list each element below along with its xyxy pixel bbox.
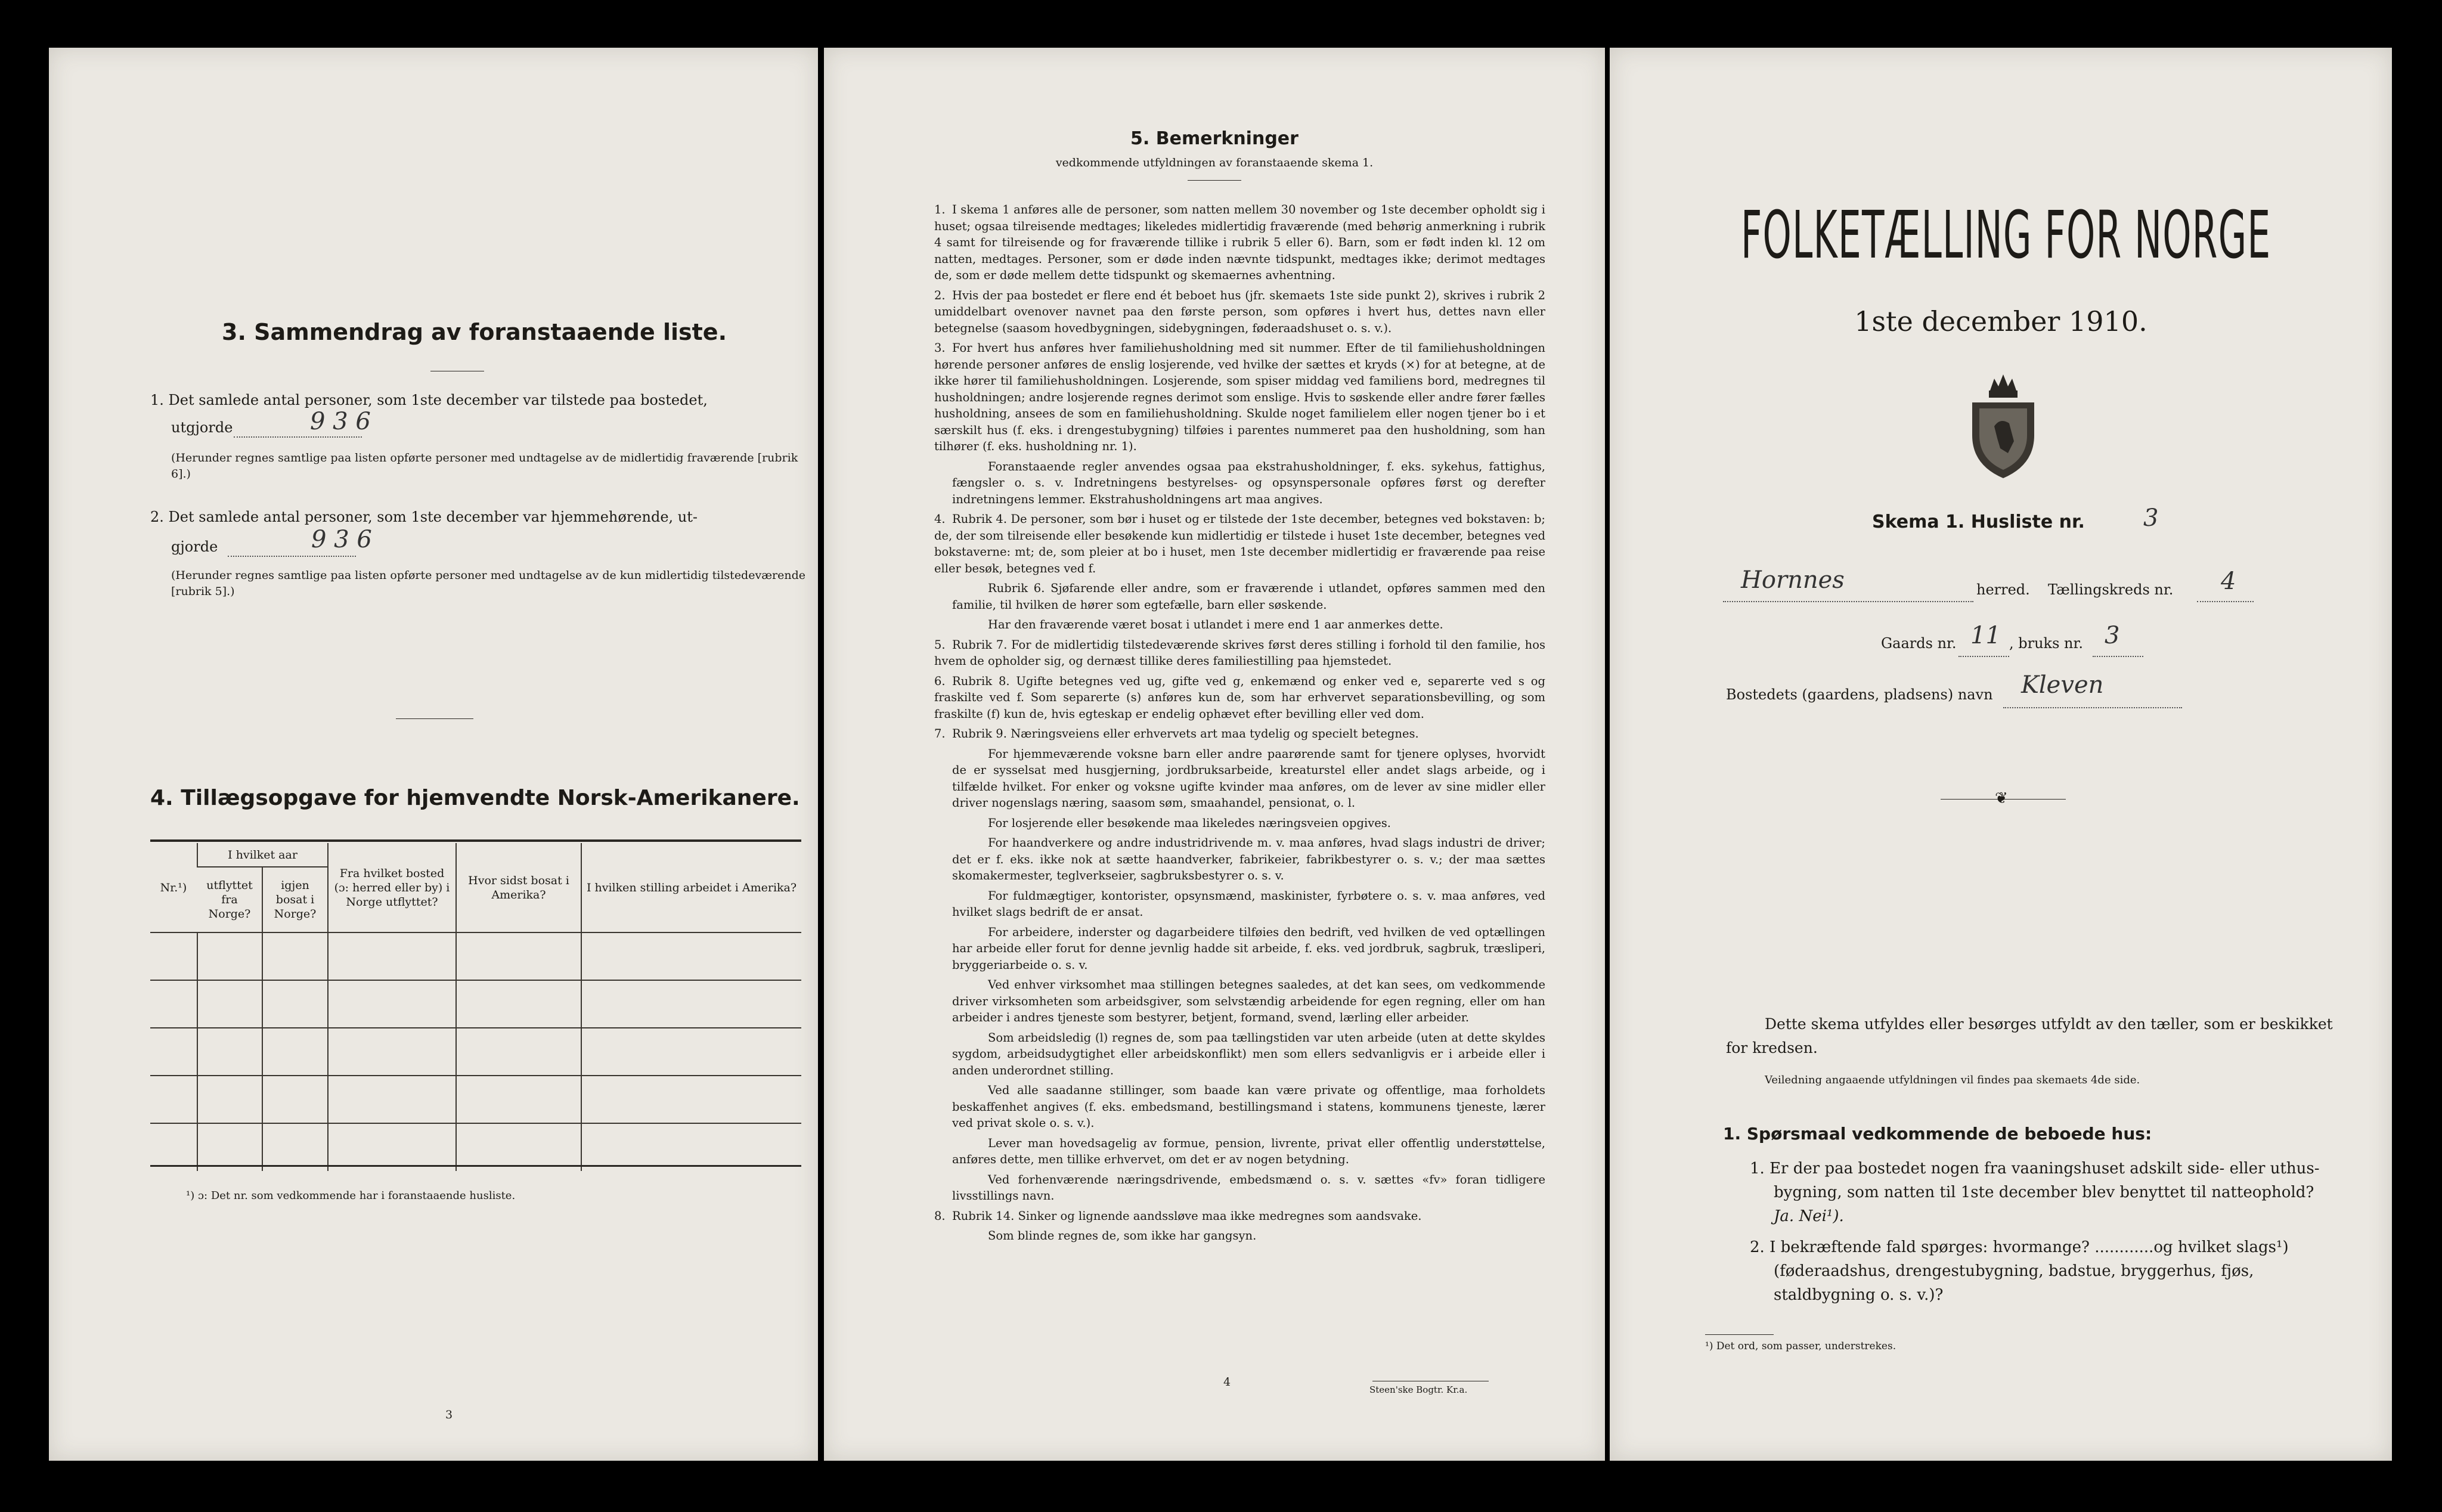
note-text: Ved enhver virksomhet maa stillingen betegnes saaledes, at det kan sees, om vedkommende driver virksomheten som arbeidsgiver, som selvstændig arbeidende for egen regning, eller om han arbeider i andres tjeneste som bestyrer, betjent, formand, svend, lærling eller arbeider.: [952, 978, 1545, 1024]
divider: [396, 718, 473, 719]
notes-title: 5. Bemerkninger: [1130, 128, 1299, 149]
note-text: Som blinde regnes de, som ikke har gangsyn.: [988, 1229, 1257, 1243]
note-paragraph: [934, 835, 1545, 884]
note-text: Har den fraværende været bosat i utlandet i mere end 1 aar anmerkes dette.: [988, 618, 1443, 631]
coat-of-arms-icon: [1967, 370, 2039, 480]
question-1-answer: Ja. Nei¹).: [1774, 1207, 1844, 1225]
note-number: 4.: [934, 512, 946, 526]
note-number: 6.: [934, 674, 946, 688]
table-row: [150, 980, 801, 1028]
kreds-label: Tællingskreds nr.: [2048, 581, 2174, 598]
gaards-label: Gaards nr.: [1881, 635, 1957, 652]
item1-text: 1. Det samlede antal personer, som 1ste december var tilstede paa bostedet,: [150, 392, 708, 408]
note-paragraph: [934, 673, 1545, 723]
table-row: [150, 1028, 801, 1076]
note-paragraph: [934, 888, 1545, 921]
section3-title: 3. Sammendrag av foranstaaende liste.: [222, 319, 727, 345]
col-work-header: I hvilken stilling arbeidet i Amerika?: [581, 843, 801, 932]
bosted-value: Kleven: [2021, 671, 2104, 699]
item1-note: (Herunder regnes samtlige paa listen opførte personer med undtagelse av de midlertidig fraværende [rubrik 6].): [171, 451, 798, 481]
item1-label: utgjorde: [171, 419, 233, 436]
note-paragraph: [934, 616, 1545, 633]
note-text: Ved forhenværende næringsdrivende, embedsmænd o. s. v. sættes «fv» foran tidligere livsstillings navn.: [952, 1172, 1545, 1203]
note-paragraph: [934, 977, 1545, 1026]
note-number: 2.: [934, 288, 946, 302]
question-1-text: 1. Er der paa bostedet nogen fra vaaningshuset adskilt side- eller uthus-bygning, som natten til 1ste december blev benyttet til natteophold?: [1750, 1160, 2320, 1201]
herred-value: Hornnes: [1741, 566, 1845, 594]
note-paragraph: [934, 1082, 1545, 1132]
bruks-label: , bruks nr.: [2009, 635, 2083, 652]
middle-page: [824, 48, 1605, 1461]
item1-value: 9 3 6: [310, 408, 371, 435]
note-text: Rubrik 14. Sinker og lignende aandssløve maa ikke medregnes som aandsvake.: [952, 1209, 1422, 1223]
note-paragraph: [934, 202, 1545, 284]
note-paragraph: [934, 924, 1545, 974]
note-text: For arbeidere, inderster og dagarbeidere tilføies den bedrift, ved hvilken de ved optællingen har arbeide eller forut for denne jevnlig hadde sit arbeide, f. eks. ved jordbruk, sagbruk, træsliperi, bryggeriarbeide o. s. v.: [952, 925, 1545, 972]
question-1: [1750, 1157, 2334, 1228]
kreds-value: 4: [2221, 568, 2236, 595]
ornament-icon: ❦: [1995, 789, 2008, 807]
col-america-header: Hvor sidst bosat i Amerika?: [456, 843, 581, 932]
divider: [1705, 1334, 1774, 1335]
note-text: Foranstaaende regler anvendes ogsaa paa ekstrahusholdninger, f. eks. sykehus, fattighus, fængsler o. s. v. Indretningens bestyrelses- og opsynspersonale opføres først og derefter indretningens lemmer. Ekstrahusholdningens art maa angives.: [952, 459, 1545, 506]
note-paragraph: [934, 1135, 1545, 1168]
table-bottom-rule: [150, 1165, 801, 1167]
questions-title: 1. Spørsmaal vedkommende de beboede hus:: [1723, 1124, 2152, 1144]
note-paragraph: [934, 511, 1545, 577]
left-page: [49, 48, 818, 1461]
col-nr-header: Nr.¹): [150, 843, 197, 932]
section4-title: 4. Tillægsopgave for hjemvendte Norsk-Amerikanere.: [150, 786, 800, 810]
form-title: FOLKETÆLLING FOR NORGE: [1741, 197, 2271, 273]
note-text: I skema 1 anføres alle de personer, som natten mellem 30 november og 1ste december opholdt sig i huset; ogsaa tilreisende medtages; likeledes midlertidig fraværende (med behørig anmerkning i rubrik 4 samt for tilreisende og for fraværende tillike i rubrik 5 eller 6). Barn, som er født inden kl. 12 om natten, medtages. Personer, som er døde inden nævnte tidspunkt, medtages ikke; derimot medtages de, som er døde mellem dette tidspunkt og skemaernes avhentning.: [934, 203, 1545, 282]
note-text: Rubrik 4. De personer, som bør i huset og er tilstede der 1ste december, betegnes ved bokstaven: b; de, der som tilreisende eller besøkende kun midlertidig er tilstede i huset 1ste december, betegnes ved bokstaverne: mt; de, som pleier at bo i huset, men 1ste december midlertidig er fraværende paa reise eller besøk, betegnes ved f.: [934, 512, 1545, 575]
note-text: Ved alle saadanne stillinger, som baade kan være private og offentlige, maa forholdets beskaffenhet angives (f. eks. embedsmand, bestillingsmand i statens, kommunens tjeneste, lærer ved privat skole o. s. v.).: [952, 1083, 1545, 1130]
item2-note: (Herunder regnes samtlige paa listen opførte personer med undtagelse av de kun midlertidig tilstedeværende [rubrik 5].): [171, 569, 806, 598]
table-footnote: ¹) ɔ: Det nr. som vedkommende har i foranstaaende husliste.: [186, 1189, 516, 1202]
note-text: Som arbeidsledig (l) regnes de, som paa tællingstiden var uten arbeide (uten at dette skyldes sygdom, arbeidsudygtighet eller arbeidskonflikt) men som ellers sedvanligvis er i arbeide eller i anden underordnet stilling.: [952, 1030, 1545, 1077]
note-paragraph: [934, 637, 1545, 670]
note-text: Lever man hovedsagelig av formue, pension, livrente, privat eller offentlig understøttelse, anføres dette, men tillike erhvervet, om det er av nogen betydning.: [952, 1136, 1545, 1166]
table-row: [150, 932, 801, 980]
note-paragraph: [934, 1030, 1545, 1079]
note-text: Rubrik 9. Næringsveiens eller erhvervets art maa tydelig og specielt betegnes.: [952, 727, 1419, 740]
herred-label: herred.: [1976, 581, 2030, 598]
note-paragraph: [934, 1228, 1545, 1244]
bruks-value: 3: [2105, 622, 2120, 649]
note-paragraph: [934, 746, 1545, 811]
note-paragraph: [934, 726, 1545, 742]
intro-text: Dette skema utfyldes eller besørges utfyldt av den tæller, som er beskikket for kredsen.: [1726, 1015, 2333, 1056]
table-top-rule: [150, 839, 801, 842]
col-returned-header: igjen bosat i Norge?: [262, 867, 328, 932]
note-number: 7.: [934, 727, 946, 740]
table-row: [150, 1076, 801, 1123]
note-text: For hjemmeværende voksne barn eller andre paarørende samt for tjenere oplyses, hvorvidt de er sysselsat med husgjerning, jordbruksarbeide, kreaturstel eller andet slags arbeide, og i tilfælde hvilket. For enker og voksne ugifte kvinder maa anføres, om de lever av sine midler eller driver nogenslags næring, saasom søm, smaahandel, pensionat, o. l.: [952, 746, 1545, 810]
page-number: 4: [1223, 1375, 1231, 1389]
form-date: 1ste december 1910.: [1854, 305, 2147, 337]
note-text: For losjerende eller besøkende maa likeledes næringsveien opgives.: [988, 816, 1391, 830]
veiledning-text: Veiledning angaaende utfyldningen vil findes paa skemaets 4de side.: [1765, 1074, 2140, 1086]
note-paragraph: [934, 1208, 1545, 1225]
right-page: [1610, 48, 2392, 1461]
printer-mark: Steen'ske Bogtr. Kr.a.: [1369, 1384, 1468, 1395]
note-text: For hvert hus anføres hver familiehusholdning med sit nummer. Efter de til familiehusholdningen hørende personer anføres de enslig losjerende, ved hvilke der sættes et kryds (×) for at betegne, at de ikke hører til familiehusholdningen. Losjerende, som spiser middag ved familiens bord, medregnes til husholdningen; andre losjerende regnes derimot som enslige. Hvis to søskende eller andre fører fælles husholdning, ansees de som en familiehusholdning. Skulde noget familielem eller nogen tjener bo i et særskilt hus (f. eks. i drengestubygning) tilføies i parentes nummeret paa den husholdning, som han tilhører (f. eks. husholdning nr. 1).: [934, 341, 1545, 453]
footnote: ¹) Det ord, som passer, understrekes.: [1705, 1340, 1896, 1352]
note-number: 5.: [934, 637, 946, 652]
notes-subtitle: vedkommende utfyldningen av foranstaaende skema 1.: [1055, 156, 1374, 169]
note-paragraph: [934, 815, 1545, 832]
note-paragraph: [934, 287, 1545, 337]
table-row: [150, 1123, 801, 1171]
note-text: For fuldmægtiger, kontorister, opsynsmænd, maskinister, fyrbøtere o. s. v. maa anføres, ved hvilket slags bedrift de er ansat.: [952, 888, 1545, 919]
note-text: Rubrik 8. Ugifte betegnes ved ug, gifte ved g, enkemænd og enker ved e, separerte ved s og fraskilte ved f. Som separerte (s) anføres kun de, som har erhvervet separationsbevilling, og som fraskilte (f) kun de, hvis egteskap er endelig ophævet efter bevilling eller ved dom.: [934, 674, 1545, 721]
item2-text: 2. Det samlede antal personer, som 1ste december var hjemmehørende, ut-: [150, 509, 698, 525]
note-text: Rubrik 6. Sjøfarende eller andre, som er fraværende i utlandet, opføres sammen med den familie, til hvilken de hører som egtefælle, barn eller søskende.: [952, 581, 1545, 612]
note-number: 1.: [934, 203, 946, 216]
note-number: 3.: [934, 341, 946, 355]
item2-value: 9 3 6: [311, 526, 372, 553]
note-paragraph: [934, 580, 1545, 613]
notes-list: [934, 202, 1545, 1248]
note-paragraph: [934, 458, 1545, 508]
note-number: 8.: [934, 1209, 946, 1223]
note-text: Hvis der paa bostedet er flere end ét beboet hus (jfr. skemaets 1ste side punkt 2), skrives i rubrik 2 umiddelbart ovenover navnet paa den første person, som opføres i hvert hus, dettes navn eller betegnelse (saasom hovedbygningen, sidebygningen, føderaadshuset o. s. v.).: [934, 288, 1545, 335]
note-text: Rubrik 7. For de midlertidig tilstedeværende skrives først deres stilling i forhold til den familie, hos hvem de opholder sig, og dernæst tillike deres familiestilling paa hjemstedet.: [934, 637, 1545, 668]
divider: [1188, 180, 1241, 181]
col-year-group-header: I hvilket aar: [197, 843, 328, 867]
note-text: For haandverkere og andre industridrivende m. v. maa anføres, hvad slags industri de driver; det er f. eks. ikke nok at sætte haandverker, fabrikeier, fabrikbestyrer o. s. v.; der maa sættes skomakermester, teglverkseier, sagbruksbestyrer o. s. v.: [952, 836, 1545, 882]
bosted-label: Bostedets (gaardens, pladsens) navn: [1726, 686, 1993, 703]
item2-label: gjorde: [171, 538, 218, 555]
americans-table: [150, 843, 801, 1171]
col-emigrated-header: utflyttet fra Norge?: [197, 867, 262, 932]
husliste-number: 3: [2143, 504, 2159, 532]
page-number: 3: [445, 1408, 453, 1421]
gaards-value: 11: [1970, 622, 2001, 649]
col-from-header: Fra hvilket bosted (ɔ: herred eller by) i Norge utflyttet?: [328, 843, 456, 932]
note-paragraph: [934, 1172, 1545, 1204]
note-paragraph: [934, 340, 1545, 455]
skema-label: Skema 1. Husliste nr.: [1872, 512, 2085, 532]
question-2: 2. I bekræftende fald spørges: hvormange? ............og hvilket slags¹) (føderaadshus, drengestubygning, badstue, bryggerhus, fjøs, staldbygning o. s. v.)?: [1750, 1238, 2289, 1304]
